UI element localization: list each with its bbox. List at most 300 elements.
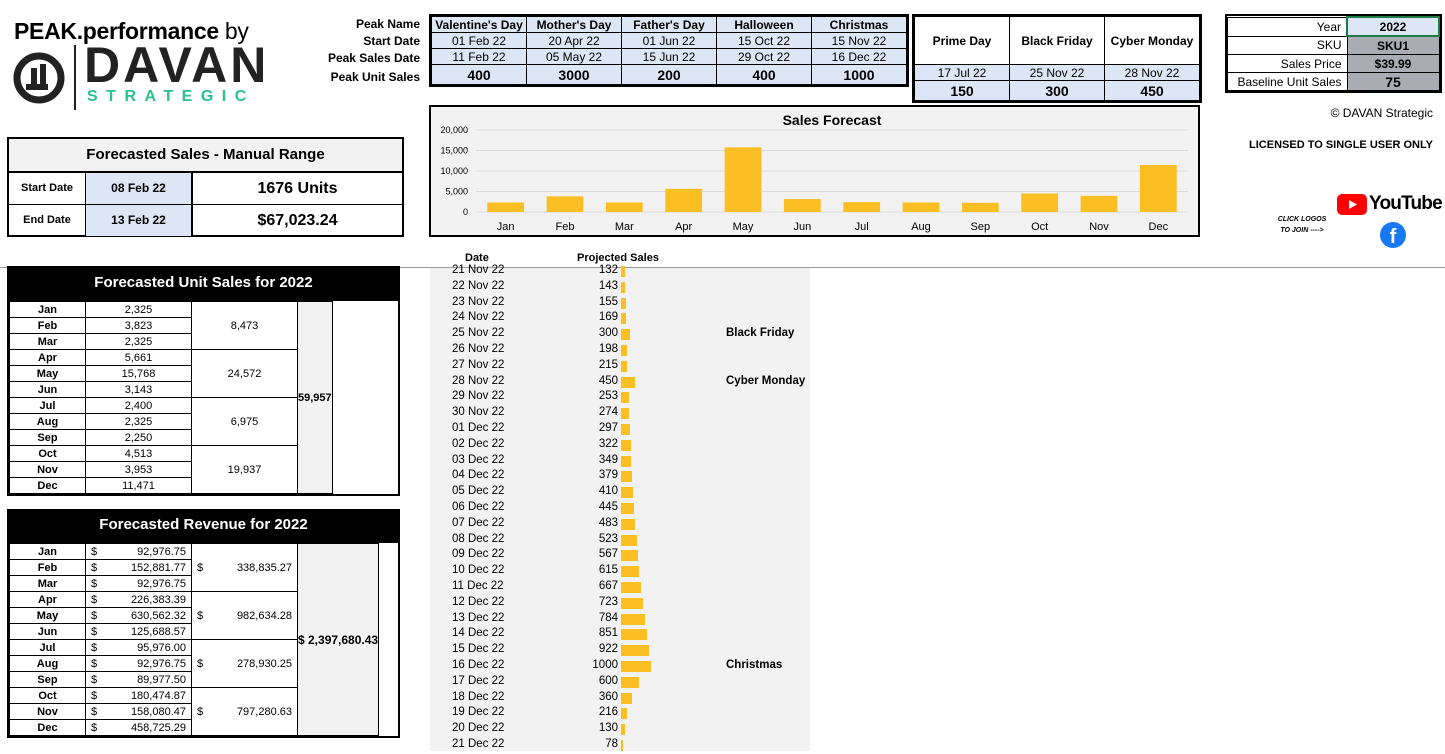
daily-row xyxy=(430,454,810,470)
daily-bar xyxy=(621,629,647,640)
daily-value: 198 xyxy=(598,343,618,355)
daily-bar xyxy=(621,535,637,546)
daily-value: 130 xyxy=(598,722,618,735)
month-label: May xyxy=(10,608,86,624)
daily-value: 483 xyxy=(598,516,618,529)
daily-date: 07 Dec 22 xyxy=(452,516,505,529)
daily-date: 17 Dec 22 xyxy=(452,674,505,687)
sales-price-value[interactable]: $39.99 xyxy=(1347,55,1439,73)
daily-value: 445 xyxy=(598,501,618,513)
daily-date: 24 Nov 22 xyxy=(452,311,505,324)
daily-row xyxy=(430,596,810,612)
year-label: Year xyxy=(1228,17,1348,36)
event-label: Christmas xyxy=(726,659,783,671)
daily-row xyxy=(430,548,810,564)
start-date-label: Start Date xyxy=(9,173,86,204)
daily-value: 253 xyxy=(598,390,618,403)
daily-bar xyxy=(621,614,645,625)
event-label: Black Friday xyxy=(726,327,795,340)
daily-date: 04 Dec 22 xyxy=(452,469,505,482)
daily-row xyxy=(430,643,810,659)
daily-value: 567 xyxy=(598,548,618,561)
daily-date: 18 Dec 22 xyxy=(452,690,505,703)
daily-value: 322 xyxy=(598,437,618,450)
currency-symbol: $ xyxy=(197,657,204,670)
daily-bar xyxy=(621,266,625,277)
daily-bar xyxy=(621,408,629,419)
month-label: Sep xyxy=(10,672,86,688)
month-revenue: 125,688.57 xyxy=(130,625,186,638)
x-tick-label: Jun xyxy=(793,221,812,233)
daily-row xyxy=(430,343,810,359)
month-revenue: 92,976.75 xyxy=(137,577,186,590)
daily-row xyxy=(430,296,810,312)
month-revenue: 458,725.29 xyxy=(130,721,186,734)
daily-date: 19 Dec 22 xyxy=(452,706,505,719)
chart-bar[interactable] xyxy=(487,202,524,212)
label-peak-sales-date: Peak Sales Date xyxy=(327,51,420,65)
daily-value: 360 xyxy=(598,690,618,703)
daily-value: 169 xyxy=(598,311,618,324)
peak-date-cell[interactable]: 11 Feb 22 xyxy=(432,49,527,65)
x-tick-label: Jan xyxy=(496,221,515,233)
brand-title: PEAK.performance by xyxy=(14,18,249,44)
daily-date: 09 Dec 22 xyxy=(452,548,505,561)
facebook-icon[interactable]: f xyxy=(1380,222,1406,248)
daily-bar xyxy=(621,708,627,719)
date-header: Date xyxy=(465,252,489,264)
month-label: Aug xyxy=(10,656,86,672)
year-value[interactable]: 2022 xyxy=(1347,17,1439,36)
daily-date: 10 Dec 22 xyxy=(452,564,505,577)
chart-bar[interactable] xyxy=(1021,193,1058,212)
month-units: 3,953 xyxy=(86,462,192,478)
daily-row xyxy=(430,469,810,485)
month-label: Nov xyxy=(10,462,86,478)
daily-bar xyxy=(621,282,625,293)
x-tick-label: Oct xyxy=(1031,221,1049,233)
month-units: 2,325 xyxy=(86,334,192,350)
daily-row xyxy=(430,280,810,296)
month-label: Jan xyxy=(10,302,86,318)
extra-peak-date-cell[interactable]: 25 Nov 22 xyxy=(1010,65,1105,81)
daily-bar xyxy=(621,487,633,498)
x-tick-label: May xyxy=(732,221,754,233)
daily-value: 667 xyxy=(598,580,618,592)
month-revenue: 95,976.00 xyxy=(137,641,186,654)
daily-date: 29 Nov 22 xyxy=(452,390,505,403)
peak-units-cell[interactable]: 400 xyxy=(717,65,812,85)
daily-date: 21 Dec 22 xyxy=(452,738,505,750)
unit-sales-table xyxy=(9,301,333,494)
daily-date: 16 Dec 22 xyxy=(452,659,505,671)
daily-row xyxy=(430,659,810,675)
daily-bar xyxy=(621,582,641,593)
daily-bar xyxy=(621,740,623,751)
daily-value: 349 xyxy=(598,453,618,466)
logo-name: DAVAN xyxy=(84,37,270,93)
month-revenue: 92,976.75 xyxy=(137,545,186,558)
daily-row xyxy=(430,390,810,406)
daily-bar xyxy=(621,550,638,561)
event-label: Cyber Monday xyxy=(726,374,806,387)
peak-start-cell[interactable]: 01 Jun 22 xyxy=(622,33,717,49)
peak-date-cell[interactable]: 15 Jun 22 xyxy=(622,49,717,65)
peak-start-cell[interactable]: 20 Apr 22 xyxy=(527,33,622,49)
month-label: Oct xyxy=(10,446,86,462)
quarter-revenue: 797,280.63 xyxy=(236,705,292,718)
month-revenue: 158,080.47 xyxy=(130,705,186,718)
daily-date: 20 Dec 22 xyxy=(452,722,505,735)
daily-bar xyxy=(621,693,632,704)
month-label: Jun xyxy=(10,382,86,398)
daily-value: 215 xyxy=(598,358,618,371)
manual-range-title: Forecasted Sales - Manual Range xyxy=(9,139,402,173)
chart-bar[interactable] xyxy=(725,147,762,212)
chart-bar[interactable] xyxy=(665,189,702,212)
sales-forecast-chart xyxy=(429,105,1200,237)
chart-svg xyxy=(431,107,1198,235)
x-tick-label: Jul xyxy=(854,221,869,233)
daily-date: 05 Dec 22 xyxy=(452,485,505,498)
peak-name-cell[interactable]: Christmas xyxy=(812,17,907,33)
daily-bar xyxy=(621,377,635,388)
daily-value: 379 xyxy=(598,469,618,482)
peak-date-cell[interactable]: 16 Dec 22 xyxy=(812,49,907,65)
y-tick-label: 5,000 xyxy=(445,186,468,197)
currency-symbol: $ xyxy=(91,641,98,654)
daily-row xyxy=(430,438,810,454)
sku-value[interactable]: SKU1 xyxy=(1347,36,1439,55)
start-date-input[interactable]: 08 Feb 22 xyxy=(86,173,193,204)
currency-symbol: $ xyxy=(91,625,98,638)
daily-row xyxy=(430,359,810,375)
month-revenue: 92,976.75 xyxy=(137,657,186,670)
month-units: 3,143 xyxy=(86,382,192,398)
logo-divider xyxy=(74,45,76,110)
peak-events-table xyxy=(429,14,909,87)
month-units: 11,471 xyxy=(86,478,192,494)
chart-bar[interactable] xyxy=(547,196,584,212)
extra-peak-date-cell[interactable]: 17 Jul 22 xyxy=(915,65,1010,81)
peak-name-cell[interactable]: Halloween xyxy=(717,17,812,33)
month-units: 2,325 xyxy=(86,414,192,430)
end-date-label: End Date xyxy=(9,205,86,236)
y-tick-label: 20,000 xyxy=(440,125,468,135)
label-start-date: Start Date xyxy=(363,34,420,48)
daily-value: 155 xyxy=(598,295,618,308)
daily-row xyxy=(430,706,810,722)
daily-date: 14 Dec 22 xyxy=(452,627,505,640)
month-label: Feb xyxy=(10,560,86,576)
daily-row xyxy=(430,675,810,691)
daily-value: 523 xyxy=(598,532,618,545)
daily-bar xyxy=(621,661,651,672)
peak-start-cell[interactable]: 15 Oct 22 xyxy=(717,33,812,49)
currency-symbol: $ xyxy=(91,721,98,734)
daily-row xyxy=(430,517,810,533)
manual-range-box xyxy=(7,137,404,237)
currency-symbol: $ xyxy=(91,577,98,590)
peak-start-cell[interactable]: 15 Nov 22 xyxy=(812,33,907,49)
daily-value: 1000 xyxy=(592,659,618,671)
revenue-section xyxy=(7,509,400,738)
y-tick-label: 15,000 xyxy=(440,145,468,156)
daily-date: 26 Nov 22 xyxy=(452,343,505,355)
daily-row xyxy=(430,627,810,643)
currency-symbol: $ xyxy=(197,609,204,622)
extra-peak-units-cell[interactable]: 450 xyxy=(1105,81,1200,101)
youtube-label: YouTube xyxy=(1369,193,1442,214)
daily-bar xyxy=(621,345,627,356)
daily-row xyxy=(430,612,810,628)
baseline-label: Baseline Unit Sales xyxy=(1228,73,1348,91)
extra-peak-name-cell[interactable]: Prime Day xyxy=(915,17,1010,65)
label-peak-unit-sales: Peak Unit Sales xyxy=(330,70,420,84)
x-tick-label: Aug xyxy=(911,221,931,233)
y-tick-label: 10,000 xyxy=(440,166,468,176)
peak-name-cell[interactable]: Father's Day xyxy=(622,17,717,33)
x-tick-label: Apr xyxy=(675,221,693,233)
daily-bar xyxy=(621,677,639,688)
month-label: Feb xyxy=(10,318,86,334)
daily-bar xyxy=(621,598,643,609)
daily-value: 216 xyxy=(598,706,618,719)
chart-bar[interactable] xyxy=(1140,165,1177,212)
month-label: Apr xyxy=(10,350,86,366)
peak-date-cell[interactable]: 05 May 22 xyxy=(527,49,622,65)
month-units: 3,823 xyxy=(86,318,192,334)
daily-date: 06 Dec 22 xyxy=(452,501,505,513)
daily-row xyxy=(430,311,810,327)
daily-value: 274 xyxy=(598,406,618,419)
daily-bar xyxy=(621,645,649,656)
currency-symbol: $ xyxy=(91,673,98,686)
davan-logo-icon xyxy=(13,52,65,104)
month-label: Dec xyxy=(10,478,86,494)
chart-bar[interactable] xyxy=(1081,196,1118,212)
sales-price-label: Sales Price xyxy=(1228,55,1348,73)
daily-row xyxy=(430,375,810,391)
copyright: © DAVAN Strategic xyxy=(1330,106,1433,120)
daily-bar xyxy=(621,329,630,340)
currency-symbol: $ xyxy=(197,705,204,718)
daily-row xyxy=(430,485,810,501)
daily-row xyxy=(430,422,810,438)
daily-row xyxy=(430,564,810,580)
x-tick-label: Sep xyxy=(970,221,991,233)
daily-value: 410 xyxy=(598,485,618,498)
revenue-table xyxy=(9,543,379,736)
peak-date-cell[interactable]: 29 Oct 22 xyxy=(717,49,812,65)
manual-revenue: $67,023.24 xyxy=(257,212,338,229)
daily-value: 615 xyxy=(598,564,618,577)
currency-symbol: $ xyxy=(91,593,98,606)
x-tick-label: Mar xyxy=(614,221,634,233)
daily-bar xyxy=(621,471,632,482)
manual-units: 1676 Units xyxy=(257,180,338,197)
month-units: 5,661 xyxy=(86,350,192,366)
x-tick-label: Feb xyxy=(555,221,575,233)
currency-symbol: $ xyxy=(197,561,204,574)
daily-value: 450 xyxy=(598,374,618,387)
daily-date: 30 Nov 22 xyxy=(452,406,505,419)
currency-symbol: $ xyxy=(91,689,98,702)
daily-row xyxy=(430,738,810,754)
daily-bar xyxy=(621,361,627,372)
month-label: Dec xyxy=(10,720,86,736)
month-units: 4,513 xyxy=(86,446,192,462)
daily-row xyxy=(430,501,810,517)
daily-value: 297 xyxy=(598,422,618,434)
daily-row xyxy=(430,580,810,596)
daily-date: 15 Dec 22 xyxy=(452,643,505,656)
month-revenue: 180,474.87 xyxy=(130,689,186,702)
quarter-units: 6,975 xyxy=(192,398,298,446)
month-label: Apr xyxy=(10,592,86,608)
month-label: May xyxy=(10,366,86,382)
quarter-revenue: 982,634.28 xyxy=(236,609,292,622)
daily-value: 784 xyxy=(598,611,618,624)
daily-value: 143 xyxy=(598,279,618,292)
extra-peak-date-cell[interactable]: 28 Nov 22 xyxy=(1105,65,1200,81)
quarter-units: 8,473 xyxy=(192,302,298,350)
month-units: 2,250 xyxy=(86,430,192,446)
daily-row xyxy=(430,533,810,549)
x-tick-label: Nov xyxy=(1089,221,1109,233)
sku-label: SKU xyxy=(1228,36,1348,55)
month-label: Nov xyxy=(10,704,86,720)
unit-sales-title: Forecasted Unit Sales for 2022 xyxy=(7,266,400,299)
daily-date: 25 Nov 22 xyxy=(452,327,505,340)
daily-date: 11 Dec 22 xyxy=(452,580,504,592)
daily-bar xyxy=(621,503,634,514)
month-revenue: 630,562.32 xyxy=(130,609,186,622)
daily-date: 12 Dec 22 xyxy=(452,595,505,608)
daily-date: 22 Nov 22 xyxy=(452,279,505,292)
month-label: Mar xyxy=(10,334,86,350)
month-label: Jan xyxy=(10,544,86,560)
logo-subname: STRATEGIC xyxy=(87,88,255,105)
total-revenue: $ 2,397,680.43 xyxy=(298,544,379,736)
daily-value: 132 xyxy=(598,264,618,276)
month-revenue: 226,383.39 xyxy=(130,593,186,606)
label-peak-name: Peak Name xyxy=(355,17,420,31)
month-revenue: 89,977.50 xyxy=(137,673,186,686)
month-label: Mar xyxy=(10,576,86,592)
extra-peak-name-cell[interactable]: Black Friday xyxy=(1010,17,1105,65)
peak-units-cell[interactable]: 3000 xyxy=(527,65,622,85)
currency-symbol: $ xyxy=(91,657,98,670)
unit-sales-section xyxy=(7,266,400,496)
daily-value: 922 xyxy=(598,643,618,656)
daily-date: 01 Dec 22 xyxy=(452,422,505,434)
month-units: 2,325 xyxy=(86,302,192,318)
daily-date: 02 Dec 22 xyxy=(452,437,505,450)
month-label: Jul xyxy=(10,640,86,656)
quarter-revenue: 338,835.27 xyxy=(236,561,292,574)
daily-value: 723 xyxy=(598,595,618,608)
month-units: 2,400 xyxy=(86,398,192,414)
daily-date: 23 Nov 22 xyxy=(452,295,505,308)
daily-bar xyxy=(621,424,630,435)
quarter-units: 19,937 xyxy=(192,446,298,494)
extra-peaks-table xyxy=(912,14,1202,103)
daily-value: 300 xyxy=(598,327,618,340)
peak-name-cell[interactable]: Valentine's Day xyxy=(432,17,527,33)
daily-date: 28 Nov 22 xyxy=(452,374,505,387)
month-label: Sep xyxy=(10,430,86,446)
daily-bar xyxy=(621,519,635,530)
daily-row xyxy=(430,406,810,422)
y-tick-label: 0 xyxy=(462,207,468,217)
month-label: Oct xyxy=(10,688,86,704)
chart-bar[interactable] xyxy=(784,199,821,212)
daily-bar xyxy=(621,566,639,577)
currency-symbol: $ xyxy=(91,561,98,574)
peak-name-cell[interactable]: Mother's Day xyxy=(527,17,622,33)
daily-date: 08 Dec 22 xyxy=(452,532,505,545)
daily-bar xyxy=(621,392,629,403)
extra-peak-units-cell[interactable]: 150 xyxy=(915,81,1010,101)
peak-start-cell[interactable]: 01 Feb 22 xyxy=(432,33,527,49)
youtube-icon xyxy=(1337,194,1367,215)
daily-row xyxy=(430,264,810,280)
daily-date: 21 Nov 22 xyxy=(452,264,505,276)
currency-symbol: $ xyxy=(91,609,98,622)
projected-sales-header: Projected Sales xyxy=(577,252,659,264)
month-revenue: 152,881.77 xyxy=(130,561,186,574)
daily-row xyxy=(430,722,810,738)
month-label: Jun xyxy=(10,624,86,640)
month-label: Aug xyxy=(10,414,86,430)
youtube-link[interactable] xyxy=(1337,193,1442,215)
end-date-input[interactable]: 13 Feb 22 xyxy=(86,205,193,236)
daily-date: 13 Dec 22 xyxy=(452,611,505,624)
peak-units-cell[interactable]: 1000 xyxy=(812,65,907,85)
chart-bar[interactable] xyxy=(903,202,940,212)
baseline-value[interactable]: 75 xyxy=(1347,73,1439,91)
revenue-title: Forecasted Revenue for 2022 xyxy=(7,509,400,541)
daily-bar xyxy=(621,456,631,467)
quarter-units: 24,572 xyxy=(192,350,298,398)
daily-bar xyxy=(621,298,626,309)
chart-bar[interactable] xyxy=(843,202,880,212)
daily-row xyxy=(430,327,810,343)
peak-units-cell[interactable]: 400 xyxy=(432,65,527,85)
daily-value: 851 xyxy=(598,627,618,640)
month-label: Jul xyxy=(10,398,86,414)
month-units: 15,768 xyxy=(86,366,192,382)
peak-units-cell[interactable]: 200 xyxy=(622,65,717,85)
click-logos-text: CLICK LOGOS TO JOIN ----> xyxy=(1277,216,1327,234)
daily-value: 600 xyxy=(598,674,618,687)
daily-row xyxy=(430,691,810,707)
chart-bar[interactable] xyxy=(962,203,999,212)
daily-date: 27 Nov 22 xyxy=(452,358,505,371)
chart-bar[interactable] xyxy=(606,202,643,212)
extra-peak-name-cell[interactable]: Cyber Monday xyxy=(1105,17,1200,65)
daily-bar xyxy=(621,724,625,735)
license-text: LICENSED TO SINGLE USER ONLY xyxy=(1249,139,1433,151)
currency-symbol: $ xyxy=(91,705,98,718)
x-tick-label: Dec xyxy=(1148,221,1169,233)
extra-peak-units-cell[interactable]: 300 xyxy=(1010,81,1105,101)
quarter-revenue: 278,930.25 xyxy=(236,657,292,670)
daily-date: 03 Dec 22 xyxy=(452,453,505,466)
currency-symbol: $ xyxy=(91,545,98,558)
chart-title: Sales Forecast xyxy=(782,112,882,128)
